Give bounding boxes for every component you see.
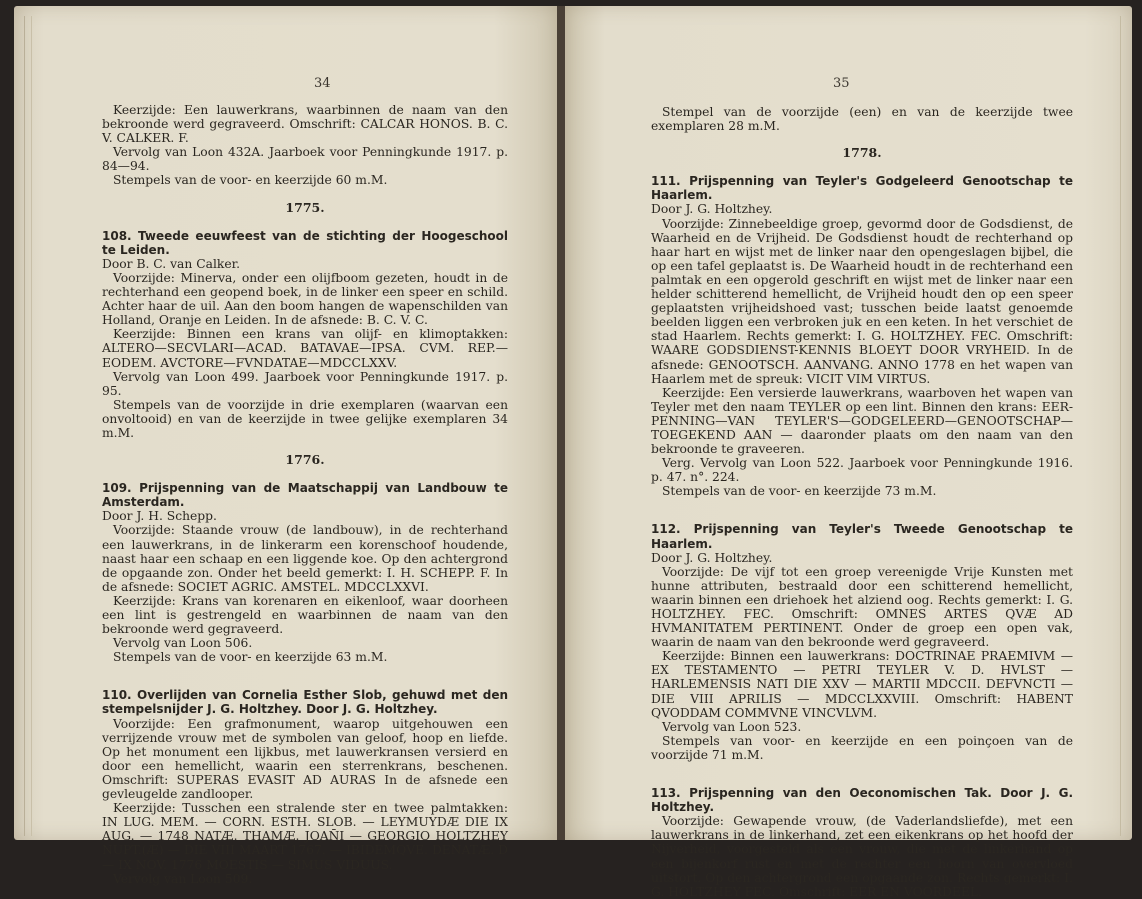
entry-heading: 110. Overlijden van Cornelia Esther Slob, gehuwd met den stempelsnijder J. G. Holtzhey. Door J. G. Holtzhey. <box>102 688 508 717</box>
entry-heading: 113. Prijspenning van den Oeconomischen Tak. Door J. G. Holtzhey. <box>651 786 1073 815</box>
paragraph: Door J. H. Schepp. <box>102 509 217 524</box>
paragraph: Keerzijde: Krans van korenaren en eikenloof, waar doorheen een lint is gestrengeld en waarbinnen de naam van den bekroonde werd gegraveerd. <box>102 593 508 637</box>
paragraph: Verg. Vervolg van Loon 522. Jaarboek voor Penningkunde 1916. p. 47. n°. 224. <box>651 456 1073 485</box>
paragraph: Voorzijde: Een grafmonument, waarop uitgehouwen een verrijzende vrouw met de symbolen van geloof, hoop en liefde. Op het monument een lijkbus, met lauwerkransen versierd en door een hemellicht, waarin een sterrenkrans, beschenen. Omschrift: SUPERAS EVASIT AD AURAS In de afsnede een gevleugelde zandlooper. <box>102 716 508 802</box>
paragraph: Keerzijde: Een versierde lauwerkrans, waarboven het wapen van Teyler met den naam TEYLER op een lint. Binnen den krans: EER-PENNING—VAN TEYLER'S—GODGELEERD—GENOOTSCHAP— TOEGEKEND AAN — daaronder plaats om den naam van den bekroonde te graveeren. <box>651 385 1073 457</box>
spacer <box>102 664 508 674</box>
page-edge <box>1120 16 1126 836</box>
paragraph: Keerzijde: Binnen een lauwerkrans: DOCTRINAE PRAEMIVM — EX TESTAMENTO — PETRI TEYLER V. D. HVLST — HARLEMENSIS NATI DIE XXV — MARTII MDCCII. DEFVNCTI — DIE VIII APRILIS — MDCCLXXVIII. Omschrift: HABENT QVODDAM COMMVNE VINCVLVM. <box>651 649 1073 720</box>
page-number: 34 <box>314 76 331 91</box>
spacer <box>651 762 1073 772</box>
paragraph: Voorzijde: Staande vrouw (de landbouw), in de rechterhand een lauwerkrans, in de linkerarm een korenschoof houdende, naast haar een schaap en een liggende koe. Op den achtergrond de opgaande zon. Onder het beeld gemerkt: I. H. SCHEPP. F. In de afsnede: SOCIET AGRIC. AMSTEL. MDCCLXXVI. <box>102 523 508 594</box>
book-spread <box>14 6 1132 899</box>
paragraph: Vervolg van Loon 523. <box>662 719 802 734</box>
paragraph: Keerzijde: Een lauwerkrans, waarbinnen de naam van den bekroonde werd gegraveerd. Omschrift: CALCAR HONOS. B. C. V. CALKER. F. <box>102 103 508 146</box>
left-page <box>14 6 557 886</box>
year-heading: 1775. <box>285 199 325 215</box>
paragraph: Door J. G. Holtzhey. <box>651 550 773 565</box>
left-page-text <box>102 103 508 886</box>
entry-heading: 108. Tweede eeuwfeest van de stichting der Hoogeschool te Leiden. <box>102 228 508 257</box>
paragraph: Stempels van de voor- en keerzijde 63 m.M. <box>113 650 388 665</box>
year-heading: 1778. <box>842 145 882 161</box>
year-heading: 1776. <box>285 452 325 468</box>
paragraph: Voorzijde: Minerva, onder een olijfboom gezeten, houdt in de rechterhand een geopend boek, in de linker een speer en schild. Achter haar de uil. Aan den boom hangen de wapenschilden van Holland, Oranje en Leiden. In de afsnede: B. C. V. C. <box>102 270 508 328</box>
paragraph: Stempels van de voorzijde in drie exemplaren (waarvan een onvoltooid) en van de keerzijde in twee gelijke exemplaren 34 m.M. <box>102 397 508 440</box>
entry-heading: 111. Prijspenning van Teyler's Godgeleerd Genootschap te Haarlem. <box>651 174 1073 203</box>
paragraph: Keerzijde: Tusschen een stralende ster en twee palmtakken: IN LUG. MEM. — CORN. ESTH. SLOB. — LEYMUYDÆ DIE IX AUG. — 1748 NATÆ. THAMÆ. JOAN̄I — GEORGIO HOLTZHEY NUPT.(Æ) — DIE VIII MAART 1767. — IBIDEMQVE. DENATÆ. D — IX NOV. 1776 MOESTIS — SIMUS VIDUUS. <box>102 801 508 872</box>
paragraph: Vervolg van Loon 499. Jaarboek voor Penningkunde 1917. p. 95. <box>102 369 508 398</box>
paragraph: Vervolg van Loon 509. <box>113 871 253 886</box>
entry-heading: 109. Prijspenning van de Maatschappij van Landbouw te Amsterdam. <box>102 481 508 510</box>
paragraph: Door J. G. Holtzhey. <box>651 202 773 217</box>
page-number: 35 <box>833 76 850 91</box>
right-page-text <box>651 105 1073 899</box>
spacer <box>651 498 1073 508</box>
paragraph: Stempels van voor- en keerzijde en een poinçoen van de voorzijde 71 m.M. <box>651 733 1073 762</box>
paragraph: Vervolg van Loon 432A. Jaarboek voor Penningkunde 1917. p. 84—94. <box>102 145 508 174</box>
paragraph: Voorzijde: Gewapende vrouw, (de Vaderlandsliefde), met een lauwerkrans in de linkerhand, zet een eikenkrans op het hoofd der Nijverheid, voorgesteld als een vrouw, die met de linkerhand op een bijenkorf rust en met de rechter een hoorn van overvloed uitstort. Op den achtergrond een opgaande zon. Rechts gemerkt: I. G. HOLTZHEY FEC. Omschrift: EER EN VOORDEEL. <box>651 814 1073 899</box>
paragraph: Stempel van de voorzijde (een) en van de keerzijde twee exemplaren 28 m.M. <box>651 105 1073 134</box>
paragraph: Stempels van de voor- en keerzijde 60 m.M. <box>113 173 388 188</box>
book-gutter <box>557 6 565 840</box>
paragraph: Door B. C. van Calker. <box>102 256 241 271</box>
page-edge <box>24 16 32 836</box>
paragraph: Voorzijde: Zinnebeeldige groep, gevormd door de Godsdienst, de Waarheid en de Vrijheid. De Godsdienst houdt de rechterhand op haar hart en wijst met de linker naar den opengeslagen bijbel, die op een tafel geplaatst is. De Waarheid houdt in de rechterhand een palmtak en een opgerold geschrift en wijst met de linker naar een helder schitterend hemellicht, de Vrijheid houdt den op een speer geplaatsten vrijheidshoed vast; tusschen beide laatst genoemde beelden liggen een verbroken juk en een keten. In het verschiet de stad Haarlem. Rechts gemerkt: I. G. HOLTZHEY. FEC. Omschrift: WAARE GODSDIENST-KENNIS BLOEYT DOOR VRYHEID. In de afsnede: GENOOTSCH. AANVANG. ANNO 1778 en het wapen van Haarlem met de spreuk: VICIT VIM VIRTUS. <box>651 216 1073 386</box>
paragraph: Stempels van de voor- en keerzijde 73 m.M. <box>662 484 937 499</box>
right-page <box>565 6 1132 899</box>
paragraph: Vervolg van Loon 506. <box>113 636 253 651</box>
paragraph: Keerzijde: Binnen een krans van olijf- en klimoptakken: ALTERO—SECVLARI—ACAD. BATAVAE—IPSA. CVM. REP.—EODEM. AVCTORE—FVNDATAE—MDCCLXXV. <box>102 327 508 370</box>
paragraph: Voorzijde: De vijf tot een groep vereenigde Vrije Kunsten met hunne attributen, bestraald door een schitterend hemellicht, waarin binnen een driehoek het alziend oog. Rechts gemerkt: I. G. HOLTZHEY. FEC. Omschrift: OMNES ARTES QVÆ AD HVMANITATEM PERTINENT. Onder de groep een open vak, waarin de naam van den bekroonde werd gegraveerd. <box>651 564 1073 650</box>
entry-heading: 112. Prijspenning van Teyler's Tweede Genootschap te Haarlem. <box>651 522 1073 551</box>
